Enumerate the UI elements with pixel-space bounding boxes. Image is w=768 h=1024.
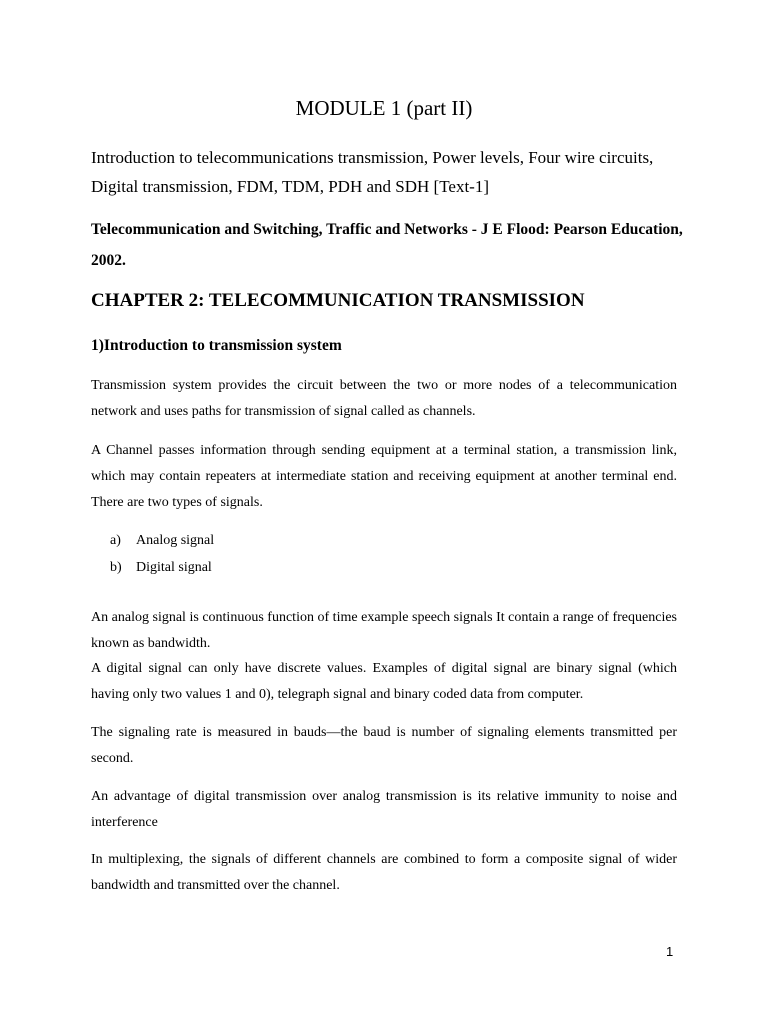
page-number: 1 bbox=[666, 944, 674, 959]
list-marker: a) bbox=[110, 533, 121, 548]
chapter-heading: CHAPTER 2: TELECOMMUNICATION TRANSMISSION bbox=[91, 290, 585, 311]
list-item bbox=[110, 527, 214, 554]
list-item-label: Analog signal bbox=[136, 533, 215, 548]
list-marker: b) bbox=[110, 560, 122, 575]
signal-types-list bbox=[110, 527, 214, 581]
paragraph-signaling-rate: The signaling rate is measured in bauds—the baud is number of signaling elements transmitted per second. bbox=[91, 725, 677, 766]
textbook-reference: Telecommunication and Switching, Traffic and Networks - J E Flood: Pearson Education, 2002. bbox=[91, 221, 683, 269]
paragraph-multiplexing: In multiplexing, the signals of different channels are combined to form a composite signal of wider bandwidth and transmitted over the channel. bbox=[91, 852, 677, 893]
list-item bbox=[110, 554, 214, 581]
paragraph-transmission-system: Transmission system provides the circuit between the two or more nodes of a telecommunication network and uses paths for transmission of signal called as channels. bbox=[91, 378, 677, 419]
paragraph-digital-signal: A digital signal can only have discrete values. Examples of digital signal are binary signal (which having only two values 1 and 0), telegraph signal and binary coded data from computer. bbox=[91, 661, 677, 702]
list-item-label: Digital signal bbox=[136, 560, 212, 575]
paragraph-analog-signal: An analog signal is continuous function of time example speech signals It contain a range of frequencies known as bandwidth. bbox=[91, 610, 677, 651]
paragraph-digital-advantage: An advantage of digital transmission over analog transmission is its relative immunity to noise and interference bbox=[91, 789, 677, 830]
module-topics: Introduction to telecommunications transmission, Power levels, Four wire circuits, Digital transmission, FDM, TDM, PDH and SDH [Text-1] bbox=[91, 148, 654, 196]
paragraph-channel: A Channel passes information through sending equipment at a terminal station, a transmission link, which may contain repeaters at intermediate station and receiving equipment at another terminal end. There are two types of signals. bbox=[91, 443, 677, 510]
section-heading: 1)Introduction to transmission system bbox=[91, 337, 342, 354]
page-title: MODULE 1 (part II) bbox=[295, 96, 473, 120]
